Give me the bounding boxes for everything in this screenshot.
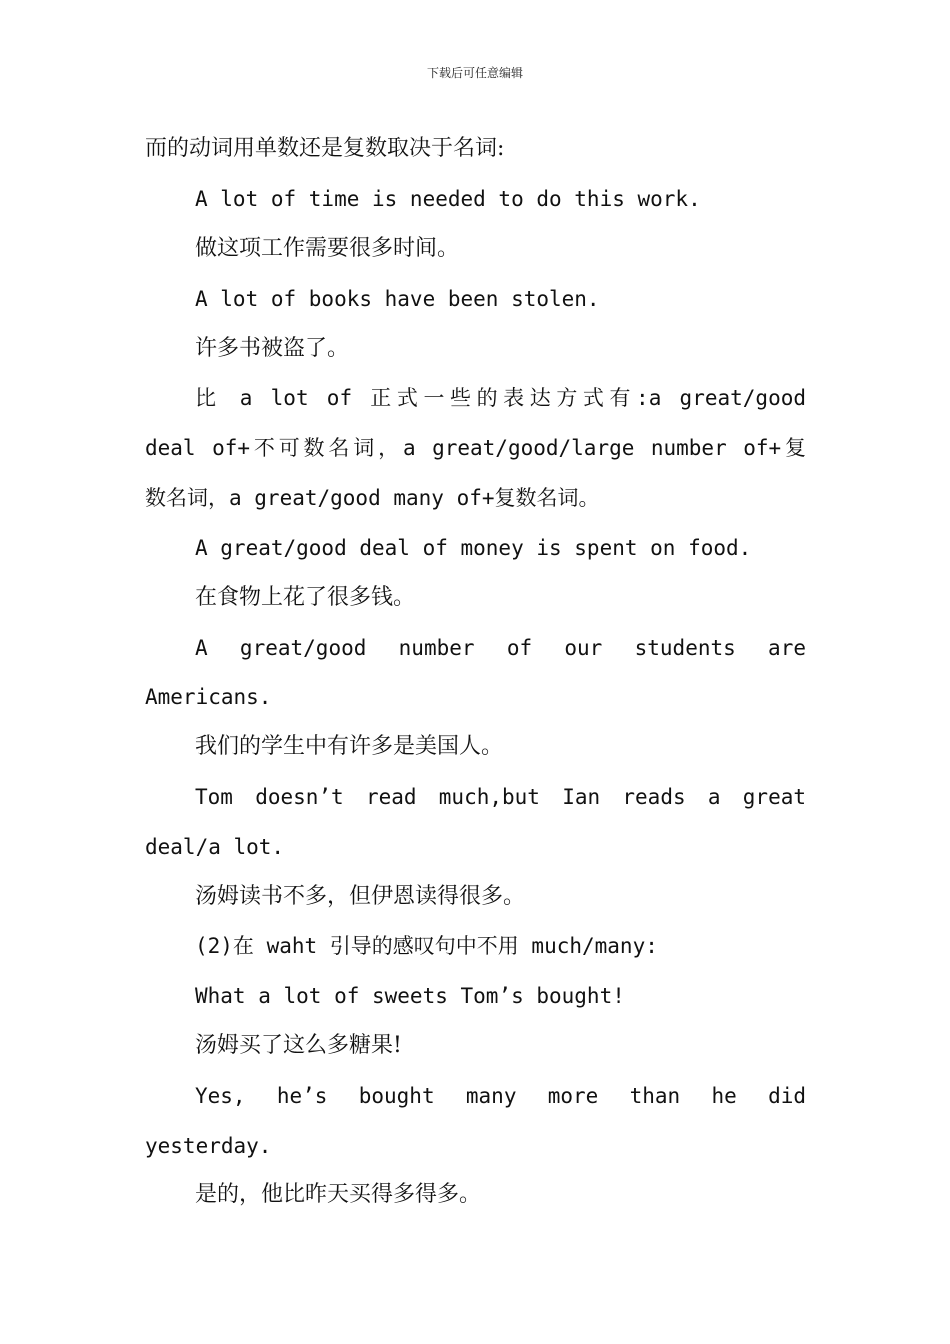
text-line: Yes, he’s bought many more than he did xyxy=(195,1084,806,1108)
text-line: yesterday. xyxy=(145,1134,272,1158)
text-line: Americans. xyxy=(145,685,272,709)
text-line: 做这项工作需要很多时间。 xyxy=(195,236,460,261)
text-line: A lot of books have been stolen. xyxy=(195,287,600,311)
text-line: (2)在 waht 引导的感叹句中不用 much/many: xyxy=(195,934,658,958)
text-line: 而的动词用单数还是复数取决于名词: xyxy=(145,136,505,161)
text-line: 是的，他比昨天买得多得多。 xyxy=(195,1182,482,1207)
text-line: A great/good deal of money is spent on food. xyxy=(195,536,752,560)
page-header: 下载后可任意编辑 xyxy=(426,66,523,80)
text-line: 比 a lot of 正式一些的表达方式有:a great/good xyxy=(195,386,806,410)
text-line: 数名词，a great/good many of+复数名词。 xyxy=(145,486,600,510)
text-line: 我们的学生中有许多是美国人。 xyxy=(195,734,504,759)
text-line: 许多书被盗了。 xyxy=(195,336,350,361)
text-line: deal/a lot. xyxy=(145,835,285,859)
text-line: A lot of time is needed to do this work. xyxy=(195,187,701,211)
text-line: What a lot of sweets Tom’s bought! xyxy=(195,984,625,1008)
text-line: A great/good number of our students are xyxy=(195,636,806,660)
text-line: Tom doesn’t read much,but Ian reads a great xyxy=(195,785,806,809)
text-line: 汤姆买了这么多糖果! xyxy=(195,1033,402,1058)
text-line: 在食物上花了很多钱。 xyxy=(195,585,416,610)
text-line: 汤姆读书不多，但伊恩读得很多。 xyxy=(195,884,526,909)
text-line: deal of+不可数名词，a great/good/large number of+复 xyxy=(145,436,806,460)
